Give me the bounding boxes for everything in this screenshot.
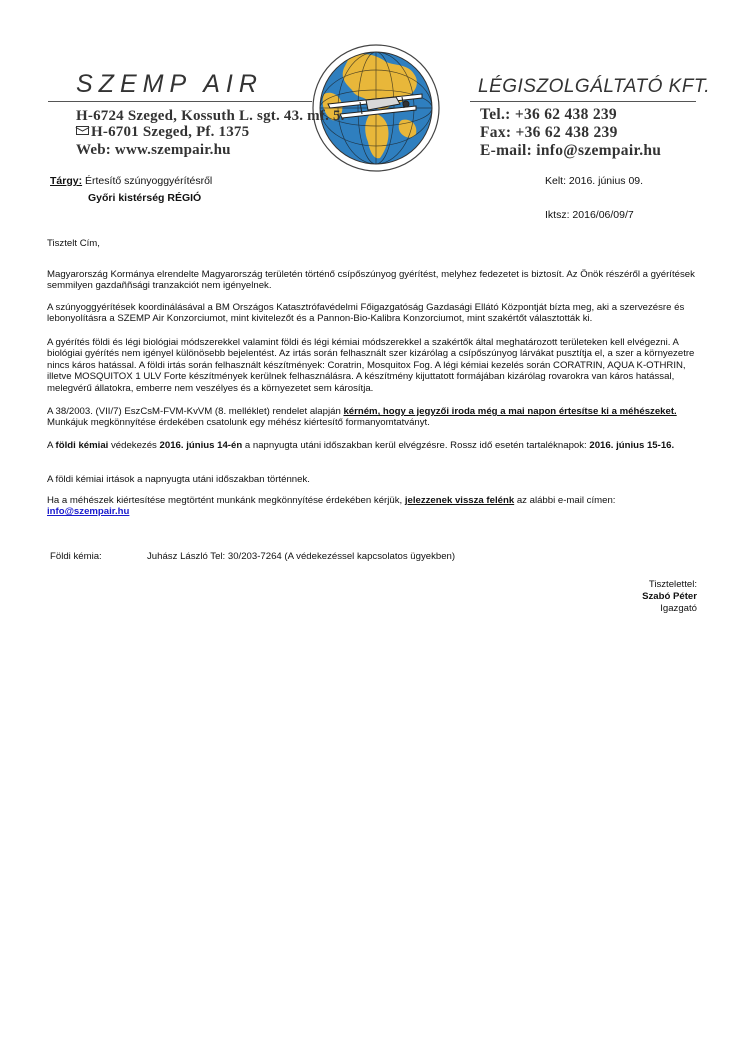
address-line: H-6724 Szeged, Kossuth L. sgt. 43. mf. 5. [76, 108, 345, 124]
paragraph-4-request: kérném, hogy a jegyzői iroda még a mai napon értesítse ki a méhészeket. [343, 406, 677, 417]
email-line: E-mail: info@szempair.hu [480, 142, 662, 159]
paragraph-4-intro: A 38/2003. (VII/7) EszCsM-FVM-KvVM (8. melléklet) rendelet alapján [47, 406, 344, 417]
company-type: LÉGISZOLGÁLTATÓ KFT. [478, 76, 711, 97]
subject-line [50, 176, 212, 187]
letter-date: Kelt: 2016. június 09. [545, 175, 644, 187]
web-line: Web: www.szempair.hu [76, 142, 231, 158]
signature-closing: Tisztelettel: [648, 579, 697, 590]
paragraph-6: A földi kémiai irtások a napnyugta utáni időszakban történnek. [47, 474, 310, 485]
paragraph-5-a: A [47, 440, 56, 451]
paragraph-5-e: a napnyugta utáni időszakban kerül elvégzésre. Rossz idő esetén tartaléknapok: [242, 440, 590, 451]
paragraph-7-post: az alábbi e-mail címen: [514, 495, 616, 506]
letterhead-rule-right [470, 101, 696, 102]
signature-title: Igazgató [660, 603, 697, 614]
po-box-line [76, 124, 249, 141]
subject-label: Tárgy: [50, 175, 83, 187]
paragraph-5-date: 2016. június 14-én [159, 440, 243, 451]
paragraph-3: A gyérítés földi és légi biológiai módszerekkel valamint földi és légi kémiai módszerekkel a szakértők által meghatározott területeken kell elvégezni. A biológiai gyérítés nem igényel különösebb bejelentést. Az irtás során felhasznált szer kizárólag a csípőszúnyog lárvákat pusztítja el, a szer a környezetre nincs káros hatással. A földi irtás során felhasznált készítmények: Coratrin, Mosquitox Fog. A légi kémiai kezelés során CORATRIN, AQUA K-OTHRIN, illetve MOSQUITOX 1 ULV Forte készítmények kerülnek felhasználásra. A készítmény kijuttatott formájában kizárólag rovarokra van káros hatással, melegvérű állatokra, emberre nem veszélyes és a környezetet sem károsítja. [47, 337, 695, 394]
fax-line: Fax: +36 62 438 239 [480, 124, 618, 141]
contact-text: Juhász László Tel: 30/203-7264 (A védekezéssel kapcsolatos ügyekben) [147, 551, 456, 562]
paragraph-7-intro: Ha a méhészek kiértesítése megtörtént munkánk megkönnyítése érdekében kérjük, [47, 495, 405, 506]
paragraph-5 [47, 440, 702, 451]
tel-line: Tel.: +36 62 438 239 [480, 106, 617, 123]
region-title: Győri kistérség RÉGIÓ [88, 192, 202, 204]
paragraph-4 [47, 406, 702, 429]
contact-label: Földi kémia: [50, 551, 102, 562]
paragraph-5-reserve-days: 2016. június 15-16. [589, 440, 675, 451]
envelope-icon [76, 126, 89, 135]
po-box-text: H-6701 Szeged, Pf. 1375 [91, 124, 250, 140]
paragraph-2: A szúnyoggyérítések koordinálásával a BM Országos Katasztrófavédelmi Főigazgatóság Gazdasági Ellátó Központját bízta meg, aki a szervezésre és lebonyolításra a SZEMP Air Konzorciumot, mint kivitelezőt és a Pannon-Bio-Kalibra Konzorciumot, mint szakértőt választották ki. [47, 302, 685, 325]
file-number: Iktsz: 2016/06/09/7 [545, 209, 634, 221]
letterhead-rule-left [48, 101, 312, 102]
signature-name: Szabó Péter [642, 591, 697, 602]
subject-text: Értesítő szúnyoggyérítésről [85, 175, 213, 187]
paragraph-5-method: földi kémiai [55, 440, 109, 451]
paragraph-5-c: védekezés [108, 440, 160, 451]
paragraph-7 [47, 495, 702, 518]
paragraph-4-attachment: Munkájuk megkönnyítése érdekében csatolunk egy méhész kiértesítő formanyomtatványt. [47, 417, 430, 429]
paragraph-7-request: jelezzenek vissza felénk [404, 495, 515, 506]
salutation: Tisztelt Cím, [47, 238, 100, 249]
paragraph-1: Magyarország Kormánya elrendelte Magyarország területén történő csípőszúnyog gyérítést, melyhez fedezetet is biztosít. Az Önök részéről a gyérítések semmilyen gazdaññsági tranzakciót nem igényelnek. [47, 269, 695, 292]
company-name: SZEMP AIR [76, 70, 263, 98]
email-link[interactable]: info@szempair.hu [47, 506, 130, 518]
